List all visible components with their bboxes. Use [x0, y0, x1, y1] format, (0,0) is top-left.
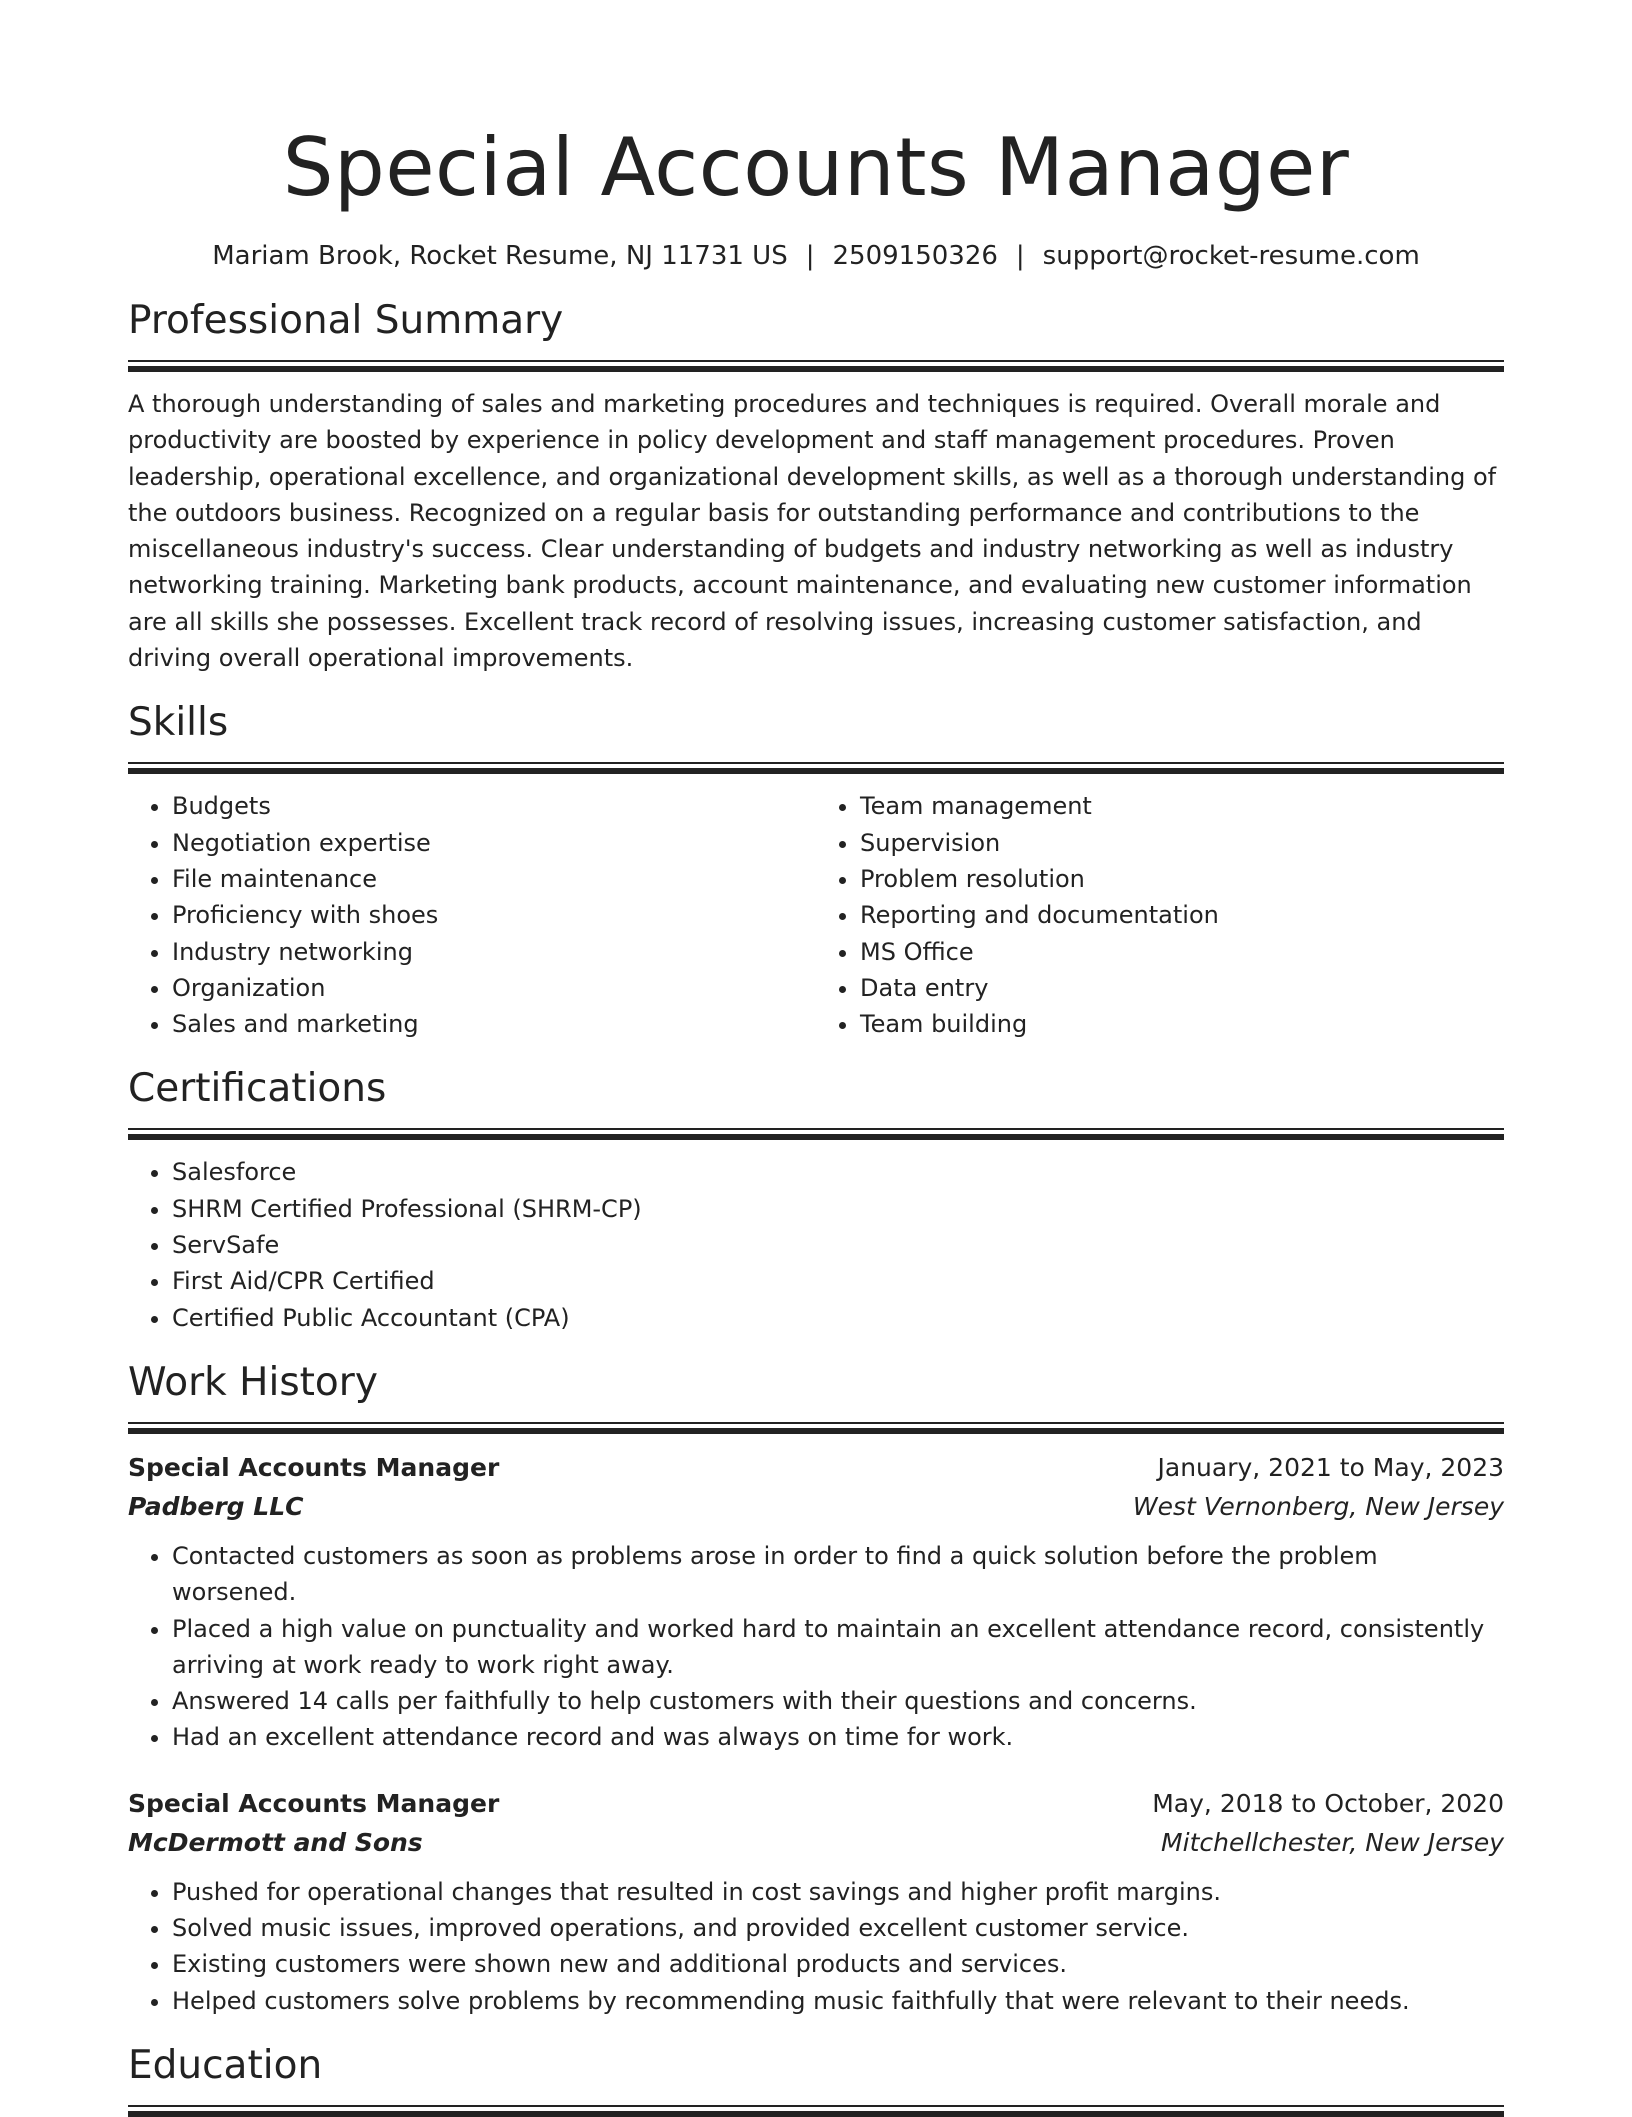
- job-location: West Vernonberg, New Jersey: [1132, 1491, 1504, 1521]
- skill-item: • Proficiency with shoes: [172, 897, 816, 933]
- duty-item: • Solved music issues, improved operations, and provided excellent customer service.: [172, 1910, 1504, 1946]
- job-dates: January, 2021 to May, 2023: [1157, 1452, 1504, 1482]
- company-name: Padberg LLC: [128, 1491, 304, 1521]
- resume-title: Special Accounts Manager: [282, 121, 1350, 214]
- skill-item: • Budgets: [172, 788, 816, 824]
- job-title: Special Accounts Manager: [128, 1788, 500, 1818]
- skill-item: • Data entry: [860, 970, 1504, 1006]
- contact-address: Mariam Brook, Rocket Resume, NJ 11731 US: [212, 241, 788, 271]
- certifications-section: [128, 1064, 1504, 1335]
- duty-item: • Contacted customers as soon as problems arose in order to find a quick solution before the problem worsened.: [172, 1538, 1504, 1611]
- contact-phone: 2509150326: [832, 241, 998, 271]
- job-duties: [128, 1538, 1504, 1756]
- duty-item: • Placed a high value on punctuality and worked hard to maintain an excellent attendance record, consistently arriving at work ready to work right away.: [172, 1611, 1504, 1684]
- section-divider: [128, 1422, 1504, 1434]
- contact-line: [128, 238, 1504, 274]
- section-divider: [128, 1128, 1504, 1140]
- job-header: [128, 1448, 1504, 1487]
- skills-list-left: [128, 788, 816, 1042]
- job-duties: [128, 1874, 1504, 2019]
- job-header: [128, 1784, 1504, 1823]
- skill-item: • Sales and marketing: [172, 1006, 816, 1042]
- skill-item: • Supervision: [860, 825, 1504, 861]
- job-entry: [128, 1784, 1504, 2019]
- duty-item: • Helped customers solve problems by recommending music faithfully that were relevant to their needs.: [172, 1983, 1504, 2019]
- summary-section: [128, 296, 1504, 676]
- work-history-section: [128, 1358, 1504, 2019]
- skill-item: • Industry networking: [172, 934, 816, 970]
- section-heading: Work History: [128, 1359, 378, 1405]
- section-divider: [128, 360, 1504, 372]
- skill-item: • MS Office: [860, 934, 1504, 970]
- section-heading: Education: [128, 2042, 323, 2088]
- job-title: Special Accounts Manager: [128, 1452, 500, 1482]
- skill-item: • Problem resolution: [860, 861, 1504, 897]
- skills-section: [128, 698, 1504, 1042]
- duty-item: • Had an excellent attendance record and was always on time for work.: [172, 1719, 1504, 1755]
- certification-item: • ServSafe: [172, 1227, 1504, 1263]
- certification-item: • Certified Public Accountant (CPA): [172, 1300, 1504, 1336]
- job-entry: [128, 1448, 1504, 1756]
- contact-separator: |: [805, 241, 815, 271]
- contact-email: support@rocket-resume.com: [1042, 241, 1420, 271]
- job-location: Mitchellchester, New Jersey: [1161, 1827, 1504, 1857]
- section-divider: [128, 762, 1504, 774]
- skill-item: • Negotiation expertise: [172, 825, 816, 861]
- skill-item: • Team building: [860, 1006, 1504, 1042]
- skills-list-right: [816, 788, 1504, 1042]
- skill-item: • Reporting and documentation: [860, 897, 1504, 933]
- job-subheader: [128, 1487, 1504, 1526]
- section-heading: Certifications: [128, 1066, 387, 1112]
- duty-item: • Pushed for operational changes that resulted in cost savings and higher profit margins.: [172, 1874, 1504, 1910]
- skill-item: • File maintenance: [172, 861, 816, 897]
- job-dates: May, 2018 to October, 2020: [1152, 1788, 1504, 1818]
- contact-separator: |: [1015, 241, 1025, 271]
- job-subheader: [128, 1823, 1504, 1862]
- skill-item: • Team management: [860, 788, 1504, 824]
- summary-text: A thorough understanding of sales and marketing procedures and techniques is required. Overall morale and productivity are boosted by experience in policy development and staff management procedures. Proven leadership, operational excellence, and organizational development skills, as well as a thorough understanding of the outdoors business. Recognized on a regular basis for outstanding performance and contributions to the miscellaneous industry's success. Clear understanding of budgets and industry networking as well as industry networking training. Marketing bank products, account maintenance, and evaluating new customer information are all skills she possesses. Excellent track record of resolving issues, increasing customer satisfaction, and driving overall operational improvements.: [128, 390, 1497, 673]
- section-heading: Skills: [128, 700, 229, 746]
- section-divider: [128, 2105, 1504, 2117]
- certification-item: • Salesforce: [172, 1154, 1504, 1190]
- education-section: [128, 2041, 1504, 2117]
- certification-item: • SHRM Certified Professional (SHRM-CP): [172, 1191, 1504, 1227]
- skill-item: • Organization: [172, 970, 816, 1006]
- skills-grid: [128, 774, 1504, 1042]
- duty-item: • Answered 14 calls per faithfully to help customers with their questions and concerns.: [172, 1683, 1504, 1719]
- company-name: McDermott and Sons: [128, 1827, 423, 1857]
- section-heading: Professional Summary: [128, 298, 564, 343]
- duty-item: • Existing customers were shown new and additional products and services.: [172, 1946, 1504, 1982]
- certifications-list: [128, 1154, 1504, 1335]
- certification-item: • First Aid/CPR Certified: [172, 1263, 1504, 1299]
